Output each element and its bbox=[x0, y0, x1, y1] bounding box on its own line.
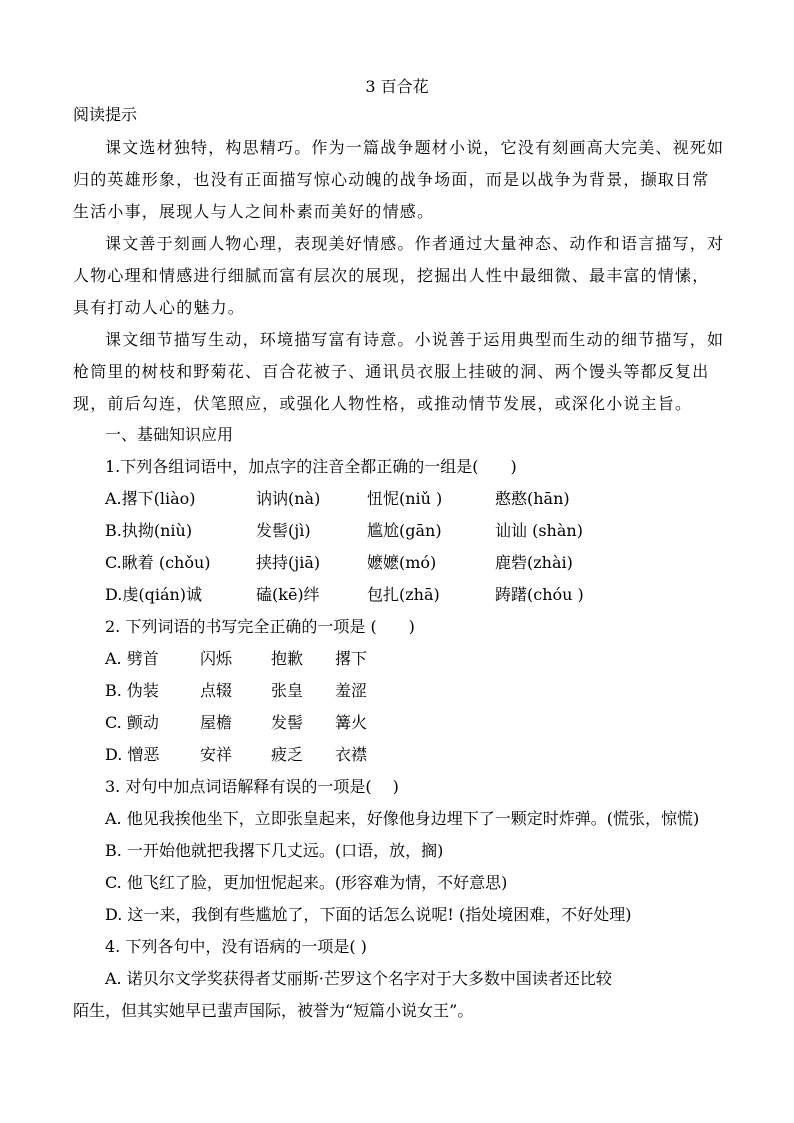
option-item: 羞涩 bbox=[335, 681, 368, 700]
option-item: 挟持(jiā) bbox=[256, 553, 321, 572]
question-3-stem: 3. 对句中加点词语解释有误的一项是( ) bbox=[105, 777, 399, 796]
question-4-option-a-continued: 陌生，但其实她早已蜚声国际，被誉为“短篇小说女王”。 bbox=[73, 1001, 474, 1020]
question-4-option-a: A. 诺贝尔文学奖获得者艾丽斯·芒罗这个名字对于大多数中国读者还比较 bbox=[105, 969, 612, 988]
question-4-stem: 4. 下列各句中，没有语病的一项是( ) bbox=[105, 937, 367, 956]
option-item: A. 劈首 bbox=[105, 649, 159, 668]
question-3-option: D. 这一来，我倒有些尴尬了，下面的话怎么说呢! (指处境困难，不好处理) bbox=[105, 905, 632, 924]
option-item: 发髻(jì) bbox=[256, 521, 311, 540]
option-item: 抱歉 bbox=[271, 649, 304, 668]
option-item: 衣襟 bbox=[335, 745, 368, 764]
option-item: 安祥 bbox=[200, 745, 233, 764]
option-item: 鹿砦(zhài) bbox=[495, 553, 573, 572]
option-item: 篝火 bbox=[335, 713, 368, 732]
option-item: 尴尬(gān) bbox=[367, 521, 442, 540]
reading-tip-paragraph: 课文善于刻画人物心理，表现美好情感。作者通过大量神态、动作和语言描写，对人物心理和情感进行细腻而富有层次的展现，挖掘出人性中最细微、最丰富的情愫，具有打动人心的魅力。 bbox=[73, 234, 725, 317]
option-item: C.瞅着 (chǒu) bbox=[105, 553, 211, 572]
option-item: D. 憎恶 bbox=[105, 745, 160, 764]
question-3-option: A. 他见我挨他坐下，立即张皇起来，好像他身边埋下了一颗定时炸弹。(慌张，惊慌) bbox=[105, 809, 700, 828]
option-item: B. 伪装 bbox=[105, 681, 159, 700]
option-item: 闪烁 bbox=[200, 649, 233, 668]
option-item: 嬷嬷(mó) bbox=[367, 553, 437, 572]
option-item: C. 颤动 bbox=[105, 713, 159, 732]
option-item: 点辍 bbox=[200, 681, 233, 700]
option-item: 讷讷(nà) bbox=[256, 489, 321, 508]
reading-tip-heading: 阅读提示 bbox=[73, 105, 138, 124]
question-2-stem: 2. 下列词语的书写完全正确的一项是 ( ) bbox=[105, 617, 415, 636]
question-1-stem: 1.下列各组词语中，加点字的注音全都正确的一组是( ) bbox=[105, 457, 517, 476]
option-item: 屋檐 bbox=[200, 713, 233, 732]
page-title: 3 百合花 bbox=[365, 77, 429, 96]
option-item: 磕(kē)绊 bbox=[256, 585, 320, 604]
section-heading: 一、基础知识应用 bbox=[105, 425, 234, 444]
option-item: A.撂下(liào) bbox=[105, 489, 196, 508]
option-item: 疲乏 bbox=[271, 745, 304, 764]
question-3-option: B. 一开始他就把我撂下几丈远。(口语，放，搁) bbox=[105, 841, 444, 860]
option-item: 包扎(zhā) bbox=[367, 585, 440, 604]
option-item: 忸怩(niǔ ) bbox=[367, 489, 443, 508]
option-item: B.执拗(niù) bbox=[105, 521, 193, 540]
reading-tip-paragraph: 课文细节描写生动，环境描写富有诗意。小说善于运用典型而生动的细节描写，如枪筒里的树枝和野菊花、百合花被子、通讯员衣服上挂破的洞、两个馒头等都反复出现，前后勾连，伏笔照应，或强化人物性格，或推动情节发展，或深化小说主旨。 bbox=[73, 330, 725, 413]
option-item: 踌躇(chóu ) bbox=[495, 585, 584, 604]
option-item: 憨憨(hān) bbox=[495, 489, 570, 508]
option-item: 撂下 bbox=[335, 649, 368, 668]
reading-tip-paragraph: 课文选材独特，构思精巧。作为一篇战争题材小说，它没有刻画高大完美、视死如归的英雄形象，也没有正面描写惊心动魄的战争场面，而是以战争为背景，撷取日常生活小事，展现人与人之间朴素而美好的情感。 bbox=[73, 138, 725, 221]
option-item: D.虔(qián)诚 bbox=[105, 585, 203, 604]
option-item: 讪讪 (shàn) bbox=[495, 521, 583, 540]
question-3-option: C. 他飞红了脸，更加忸怩起来。(形容难为情，不好意思) bbox=[105, 873, 508, 892]
option-item: 张皇 bbox=[271, 681, 304, 700]
option-item: 发髻 bbox=[271, 713, 304, 732]
